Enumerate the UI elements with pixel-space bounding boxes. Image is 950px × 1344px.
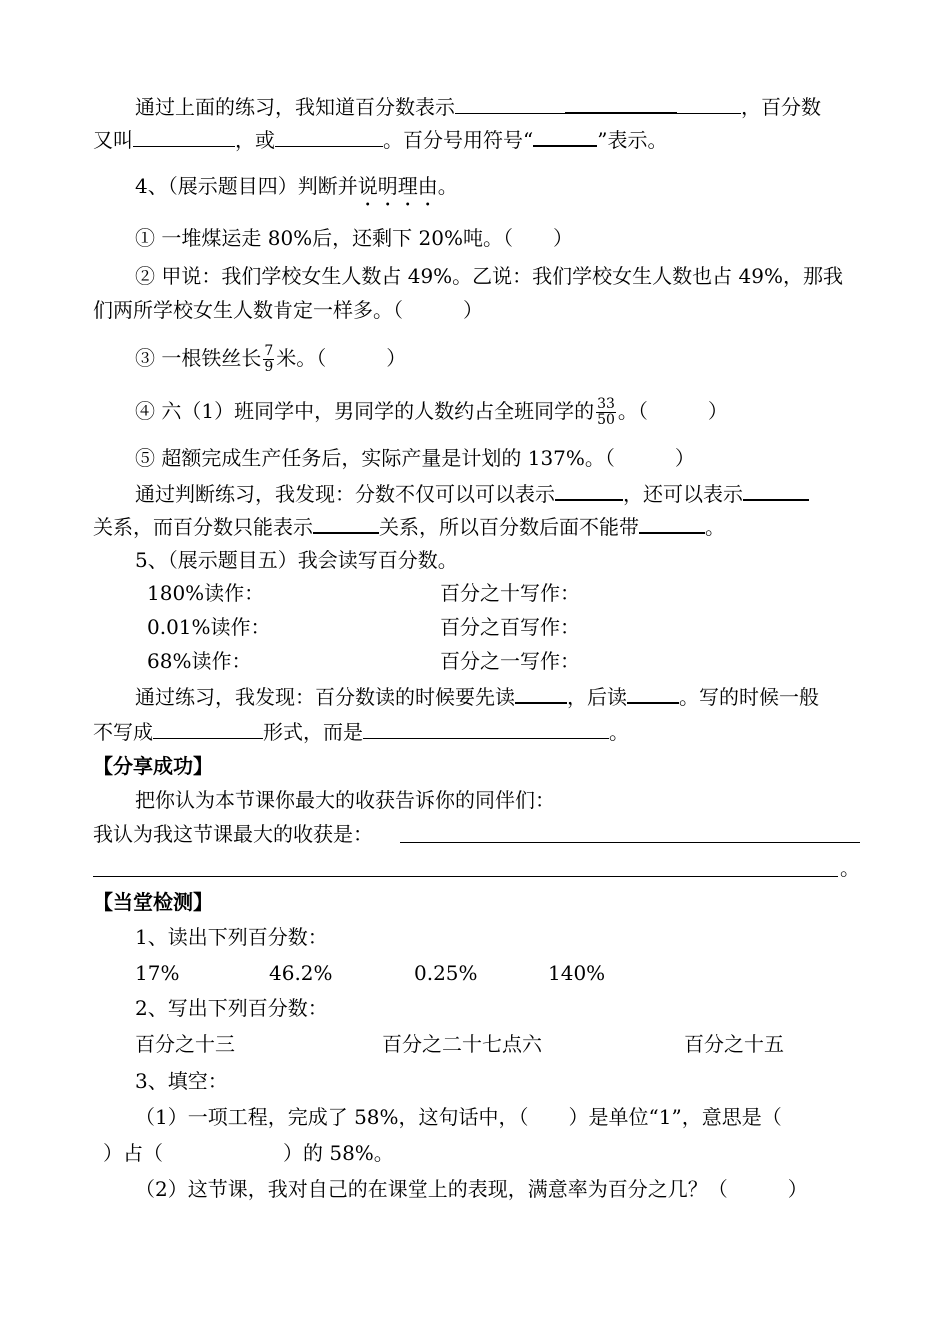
- q5-finding-2: 不写成 形式，而是 。: [93, 720, 629, 744]
- blank[interactable]: [627, 684, 679, 704]
- test-q2: 2、写出下列百分数：: [135, 996, 328, 1020]
- q5-write-1: 百分之十写作：: [440, 581, 580, 605]
- q4-title: 4、（展示题目四）判断并说明理由。: [135, 174, 458, 198]
- test-q3-sub1a: （1）一项工程，完成了 58%，这句话中，（ ）是单位“1”，意思是（: [135, 1105, 782, 1129]
- test-heading: 【当堂检测】: [93, 890, 213, 914]
- fraction: $\frac{33}{50}$: [597, 396, 615, 428]
- blank[interactable]: [275, 128, 383, 147]
- blank[interactable]: [639, 514, 705, 534]
- share-prompt: 把你认为本节课你最大的收获告诉你的同伴们：: [135, 788, 555, 812]
- blank[interactable]: [743, 481, 809, 501]
- q4-item-2b: 们两所学校女生人数肯定一样多。（ ）: [93, 298, 483, 322]
- intro-line-2: 又叫 ，或 。百分号用符号“ ”表示。: [93, 128, 668, 152]
- q4-item-2a: ② 甲说：我们学校女生人数占 49%。乙说：我们学校女生人数也占 49%，那我: [135, 264, 843, 288]
- test-q1-value: 140%: [548, 961, 606, 985]
- q5-read-2: 0.01%读作：: [147, 615, 271, 639]
- share-heading: 【分享成功】: [93, 754, 213, 778]
- answer-end: 。: [840, 856, 860, 880]
- q4-finding-2: 关系，而百分数只能表示 关系，所以百分数后面不能带 。: [93, 515, 725, 539]
- test-q1-value: 46.2%: [269, 961, 333, 985]
- test-q1: 1、读出下列百分数：: [135, 925, 328, 949]
- blank[interactable]: [533, 127, 597, 147]
- test-q3: 3、填空：: [135, 1069, 228, 1093]
- test-q2-value: 百分之二十七点六: [382, 1032, 542, 1056]
- blank[interactable]: [455, 95, 565, 114]
- q4-item-1: ① 一堆煤运走 80%后，还剩下 20%吨。（ ）: [135, 226, 573, 250]
- q4-item-5: ⑤ 超额完成生产任务后，实际产量是计划的 137%。（ ）: [135, 446, 695, 470]
- q4-finding-1: 通过判断练习，我发现：分数不仅可以可以表示 ，还可以表示: [135, 481, 809, 506]
- test-q3-sub1b: ）占（ ）的 58%。: [103, 1141, 394, 1165]
- q5-read-1: 180%读作：: [147, 581, 265, 605]
- blank[interactable]: [313, 514, 379, 534]
- blank[interactable]: [555, 481, 623, 501]
- blank[interactable]: [133, 128, 235, 147]
- q5-title: 5、（展示题目五）我会读写百分数。: [135, 548, 458, 572]
- blank[interactable]: [363, 720, 609, 739]
- blank[interactable]: [565, 94, 677, 114]
- q4-item-3: ③ 一根铁丝长 $\frac{7}{9}$ 米。（ ）: [135, 343, 407, 375]
- blank[interactable]: [153, 720, 263, 739]
- test-q1-value: 17%: [135, 961, 180, 985]
- q5-write-3: 百分之一写作：: [440, 649, 580, 673]
- answer-line[interactable]: [93, 876, 838, 877]
- q5-read-3: 68%读作：: [147, 649, 252, 673]
- blank[interactable]: [677, 95, 741, 114]
- fraction: $\frac{7}{9}$: [264, 343, 274, 375]
- share-answer-label: 我认为我这节课最大的收获是：: [93, 822, 373, 846]
- intro-line-1: 通过上面的练习，我知道百分数表示 ，百分数: [135, 95, 821, 119]
- test-q3-sub2: （2）这节课，我对自己的在课堂上的表现，满意率为百分之几？（ ）: [135, 1177, 808, 1201]
- test-q2-value: 百分之十三: [135, 1032, 235, 1056]
- q5-finding-1: 通过练习，我发现：百分数读的时候要先读 ，后读 。写的时候一般: [135, 685, 819, 709]
- blank[interactable]: [515, 684, 567, 704]
- q5-write-2: 百分之百写作：: [440, 615, 580, 639]
- answer-line[interactable]: [400, 842, 860, 843]
- test-q1-value: 0.25%: [414, 961, 478, 985]
- q4-item-4: ④ 六（1）班同学中，男同学的人数约占全班同学的 $\frac{33}{50}$ 。（ ）: [135, 396, 728, 428]
- test-q2-value: 百分之十五: [684, 1032, 784, 1056]
